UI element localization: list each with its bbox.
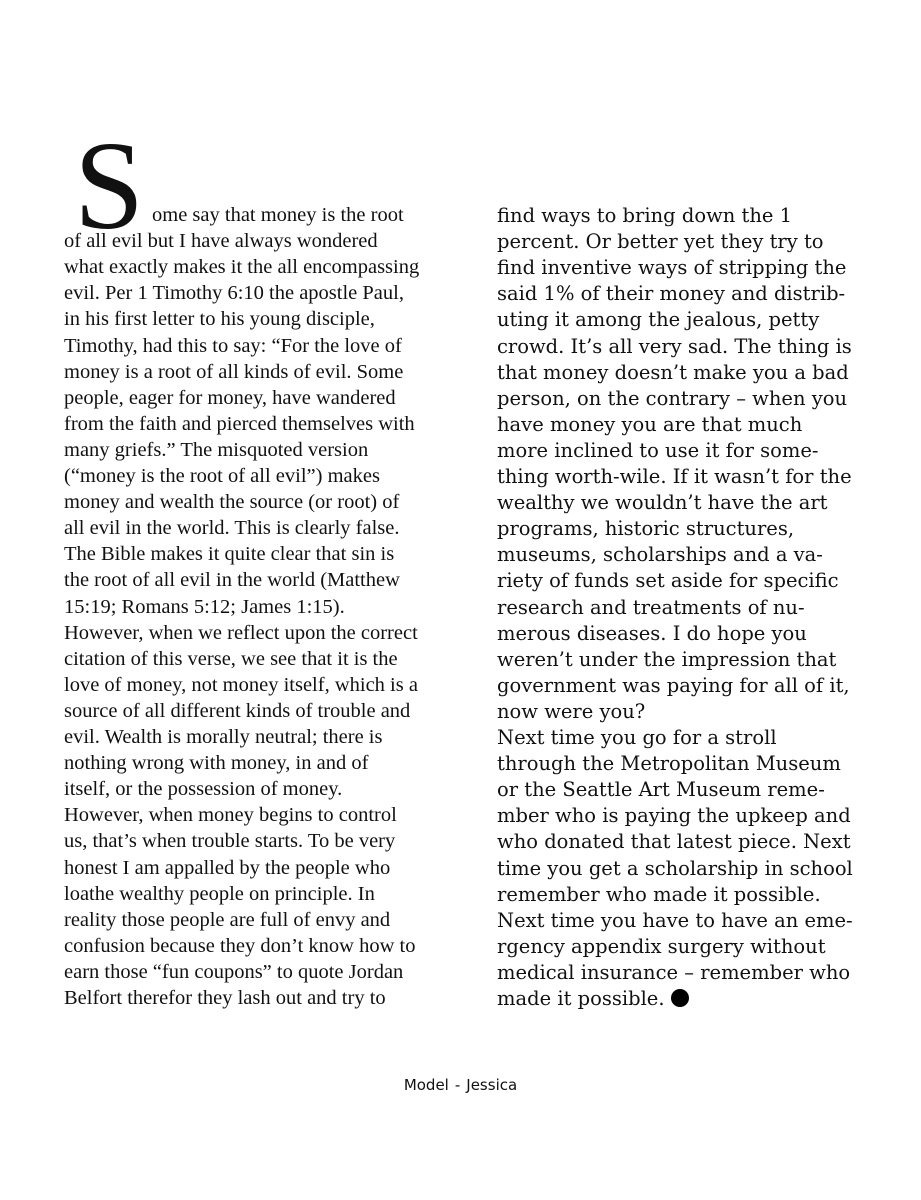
text-line-content: riety of funds set aside for specific [497, 569, 839, 593]
text-line [497, 804, 851, 827]
text-line [497, 700, 645, 723]
text-line-content: have money you are that much [497, 412, 803, 436]
text-line [497, 830, 851, 853]
text-line-content: all evil in the world. This is clearly false. [64, 517, 400, 540]
text-line-content: evil. Wealth is morally neutral; there is [64, 726, 383, 748]
text-line [64, 778, 342, 801]
text-line-content: from the faith and pierced themselves with [64, 412, 415, 435]
text-line-content: of all evil but I have always wondered [64, 230, 378, 253]
text-line [64, 491, 399, 514]
text-line-content: that money doesn’t make you a bad [497, 360, 849, 384]
text-line [497, 961, 850, 984]
text-line-content: The Bible makes it quite clear that sin is [64, 543, 395, 566]
text-line-content: said 1% of their money and distrib- [497, 282, 846, 306]
text-line-content: in his first letter to his young disciple, [64, 308, 375, 331]
text-line [64, 648, 398, 671]
text-line-content: the root of all evil in the world (Matthew [64, 569, 400, 592]
text-line [64, 335, 402, 358]
text-line-content: Next time you have to have an eme- [497, 908, 853, 932]
text-line-content: museums, scholarships and a va- [497, 543, 823, 567]
text-line [497, 622, 807, 645]
text-line-content: (“money is the root of all evil”) makes [64, 465, 380, 487]
text-line-content: honest I am appalled by the people who [64, 856, 391, 879]
text-line-content: 15:19; Romans 5:12; James 1:15). [64, 595, 345, 618]
text-line [64, 387, 396, 410]
text-line [64, 413, 415, 436]
text-line-content: evil. Per 1 Timothy 6:10 the apostle Paul, [64, 282, 404, 305]
text-line [64, 804, 397, 827]
text-line [497, 387, 847, 410]
text-line [64, 674, 418, 697]
text-line [497, 256, 846, 279]
text-line-content: earn those “fun coupons” to quote Jordan [64, 960, 404, 983]
text-line [64, 282, 404, 305]
text-line-content: source of all different kinds of trouble and [64, 699, 411, 722]
text-line-content: merous diseases. I do hope you [497, 621, 807, 645]
text-line [64, 883, 375, 906]
text-line [497, 857, 853, 880]
text-line-content: uting it among the jealous, petty [497, 308, 820, 332]
text-line [64, 909, 390, 932]
text-line-content: weren’t under the impression that [497, 647, 837, 671]
text-line-content: find ways to bring down the 1 [497, 204, 793, 227]
text-line [64, 961, 403, 984]
text-line-content: reality those people are full of envy and [64, 908, 391, 931]
text-line-content: people, eager for money, have wandered [64, 386, 396, 409]
text-line-content: remember who made it possible. [497, 882, 821, 906]
text-line [497, 204, 792, 227]
text-line [497, 308, 819, 331]
text-line-content: thing worth-wile. If it wasn’t for the [497, 465, 852, 488]
text-line [497, 335, 852, 358]
text-line-content: what exactly makes it the all encompassing [64, 256, 420, 279]
caption-prefix: Model [403, 1076, 449, 1094]
text-line-content: made it possible. [497, 987, 665, 1010]
text-line-content: ome say that money is the root [152, 204, 404, 226]
text-line-content: Timothy, had this to say: “For the love of [64, 334, 402, 357]
text-line [497, 909, 853, 932]
text-line-content: medical insurance – remember who [497, 960, 851, 984]
text-line-content: percent. Or better yet they try to [497, 230, 824, 254]
text-line [497, 674, 850, 697]
text-line-content: many griefs.” The misquoted version [64, 438, 369, 461]
text-line [497, 230, 824, 253]
text-line-content: who donated that latest piece. Next [497, 830, 851, 854]
caption-name: Jessica [466, 1076, 518, 1094]
text-line [64, 987, 386, 1010]
text-line [497, 648, 836, 671]
photo-caption [0, 1076, 921, 1094]
text-line [497, 935, 826, 958]
text-line [64, 752, 368, 775]
text-line [497, 517, 794, 540]
text-line [64, 230, 378, 253]
text-line-content: money is a root of all kinds of evil. Some [64, 360, 404, 383]
text-line [64, 256, 419, 279]
text-line-content: However, when money begins to control [64, 804, 397, 827]
text-line-content: time you get a scholarship in school [497, 856, 853, 880]
text-line-content: money and wealth the source (or root) of [64, 491, 400, 514]
text-line [497, 491, 828, 514]
text-line [497, 465, 852, 488]
text-line [497, 752, 841, 775]
text-line [64, 830, 395, 853]
text-line [64, 517, 400, 540]
text-line [64, 726, 382, 749]
text-line [497, 361, 849, 384]
text-line [64, 569, 400, 592]
text-line [64, 622, 418, 645]
text-line-content: rgency appendix surgery without [497, 934, 826, 958]
text-line-content: now were you? [497, 699, 646, 723]
text-line [64, 465, 380, 488]
text-line-content: us, that’s when trouble starts. To be very [64, 830, 396, 853]
end-of-article-dot-icon [671, 989, 689, 1007]
text-line-content: crowd. It’s all very sad. The thing is [497, 334, 852, 358]
text-line-content: However, when we reflect upon the correct [64, 621, 418, 644]
text-line [497, 543, 823, 566]
text-line-content: mber who is paying the upkeep and [497, 804, 851, 828]
text-line [497, 987, 689, 1010]
text-line-content: love of money, not money itself, which is a [64, 673, 418, 696]
drop-cap: S [74, 117, 145, 256]
text-line-content: find inventive ways of stripping the [497, 256, 847, 280]
text-line [64, 935, 415, 958]
text-line [64, 857, 390, 880]
text-line [64, 596, 345, 619]
text-line [497, 439, 818, 462]
text-line [64, 361, 403, 384]
text-line-content: Belfort therefor they lash out and try to [64, 987, 386, 1009]
text-line-content: government was paying for all of it, [497, 673, 850, 697]
text-line-content: wealthy we wouldn’t have the art [497, 491, 828, 515]
text-line-content: research and treatments of nu- [497, 595, 805, 619]
text-line [497, 726, 777, 749]
text-line-content: loathe wealthy people on principle. In [64, 882, 375, 905]
text-line-content: confusion because they don’t know how to [64, 934, 416, 957]
text-line-content: citation of this verse, we see that it is the [64, 647, 398, 670]
caption-dash: - [454, 1076, 461, 1094]
text-line-content: Next time you go for a stroll [497, 726, 777, 749]
text-line [64, 308, 375, 331]
text-line-content: through the Metropolitan Museum [497, 752, 841, 776]
text-line-content: itself, or the possession of money. [64, 778, 343, 801]
text-line [497, 569, 839, 592]
text-line [497, 778, 825, 801]
text-line [497, 282, 845, 305]
text-line [152, 204, 404, 227]
text-line-content: person, on the contrary – when you [497, 386, 848, 410]
text-line [64, 543, 394, 566]
text-line [497, 883, 821, 906]
text-line-content: nothing wrong with money, in and of [64, 752, 369, 775]
text-line [497, 413, 802, 436]
text-line-content: or the Seattle Art Museum reme- [497, 778, 825, 802]
text-line [497, 596, 805, 619]
text-line-content: programs, historic structures, [497, 517, 795, 541]
text-line [64, 439, 368, 462]
text-line-content: more inclined to use it for some- [497, 438, 819, 462]
text-line [64, 700, 410, 723]
